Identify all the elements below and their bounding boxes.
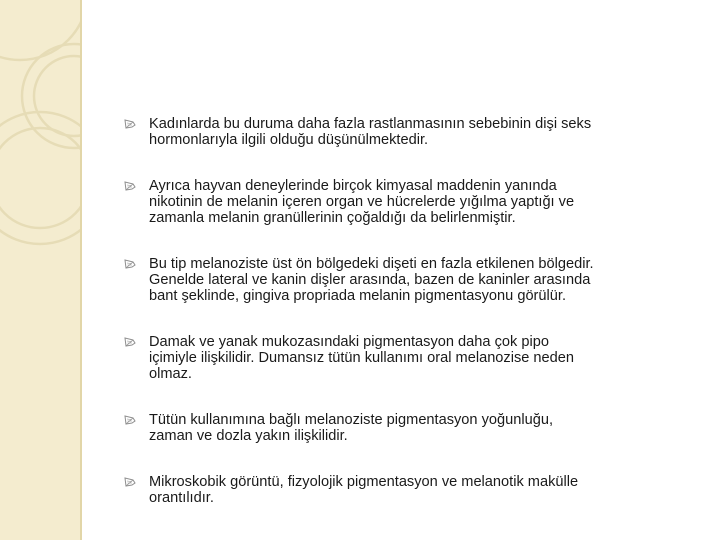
- feather-bullet-icon: [124, 119, 136, 130]
- bullet-text-line: Damak ve yanak mukozasındaki pigmentasyon daha çok pipo: [149, 334, 549, 350]
- list-item: [124, 334, 704, 382]
- feather-bullet-icon: [124, 477, 136, 488]
- feather-bullet-icon: [124, 259, 136, 270]
- list-item: [124, 412, 704, 444]
- bullet-text-line: Mikroskobik görüntü, fizyolojik pigmentasyon ve melanotik makülle: [149, 474, 579, 490]
- concentric-circles-ornament: [0, 0, 82, 540]
- bullet-text-line: zaman ve dozla yakın ilişkilidir.: [149, 428, 348, 444]
- decorative-sidebar: [0, 0, 82, 540]
- bullet-text-line: hormonlarıyla ilgili olduğu düşünülmektedir.: [149, 132, 429, 148]
- bullet-text-line: Genelde lateral ve kanin dişler arasında, bazen de kaninler arasında: [149, 272, 591, 288]
- feather-bullet-icon: [124, 181, 136, 192]
- bullet-text-line: Tütün kullanımına bağlı melanoziste pigmentasyon yoğunluğu,: [149, 412, 554, 428]
- bullet-text-line: içimiyle ilişkilidir. Dumansız tütün kullanımı oral melanozise neden: [149, 350, 575, 366]
- feather-bullet-icon: [124, 415, 136, 426]
- bullet-text-line: bant şeklinde, gingiva propriada melanin pigmentasyonu görülür.: [149, 288, 566, 304]
- list-item: [124, 474, 704, 506]
- bullet-text-line: olmaz.: [149, 366, 192, 382]
- bullet-text-line: Kadınlarda bu duruma daha fazla rastlanmasının sebebinin dişi seks: [149, 116, 592, 132]
- sidebar-edge-line: [80, 0, 82, 540]
- bullet-list: [124, 116, 704, 506]
- list-item: [124, 256, 704, 304]
- bullet-text-line: zamanla melanin granüllerinin çoğaldığı da belirlenmiştir.: [149, 210, 516, 226]
- list-item: [124, 178, 704, 226]
- bullet-text-line: Bu tip melanoziste üst ön bölgedeki dişeti en fazla etkilenen bölgedir.: [149, 256, 594, 272]
- feather-bullet-icon: [124, 337, 136, 348]
- bullet-text-line: nikotinin de melanin içeren organ ve hücrelerde yığılma yaptığı ve: [149, 194, 575, 210]
- ornament-rings: [0, 0, 82, 244]
- bullet-text-line: Ayrıca hayvan deneylerinde birçok kimyasal maddenin yanında: [149, 178, 557, 194]
- list-item: [124, 116, 704, 148]
- bullet-text-line: orantılıdır.: [149, 490, 214, 506]
